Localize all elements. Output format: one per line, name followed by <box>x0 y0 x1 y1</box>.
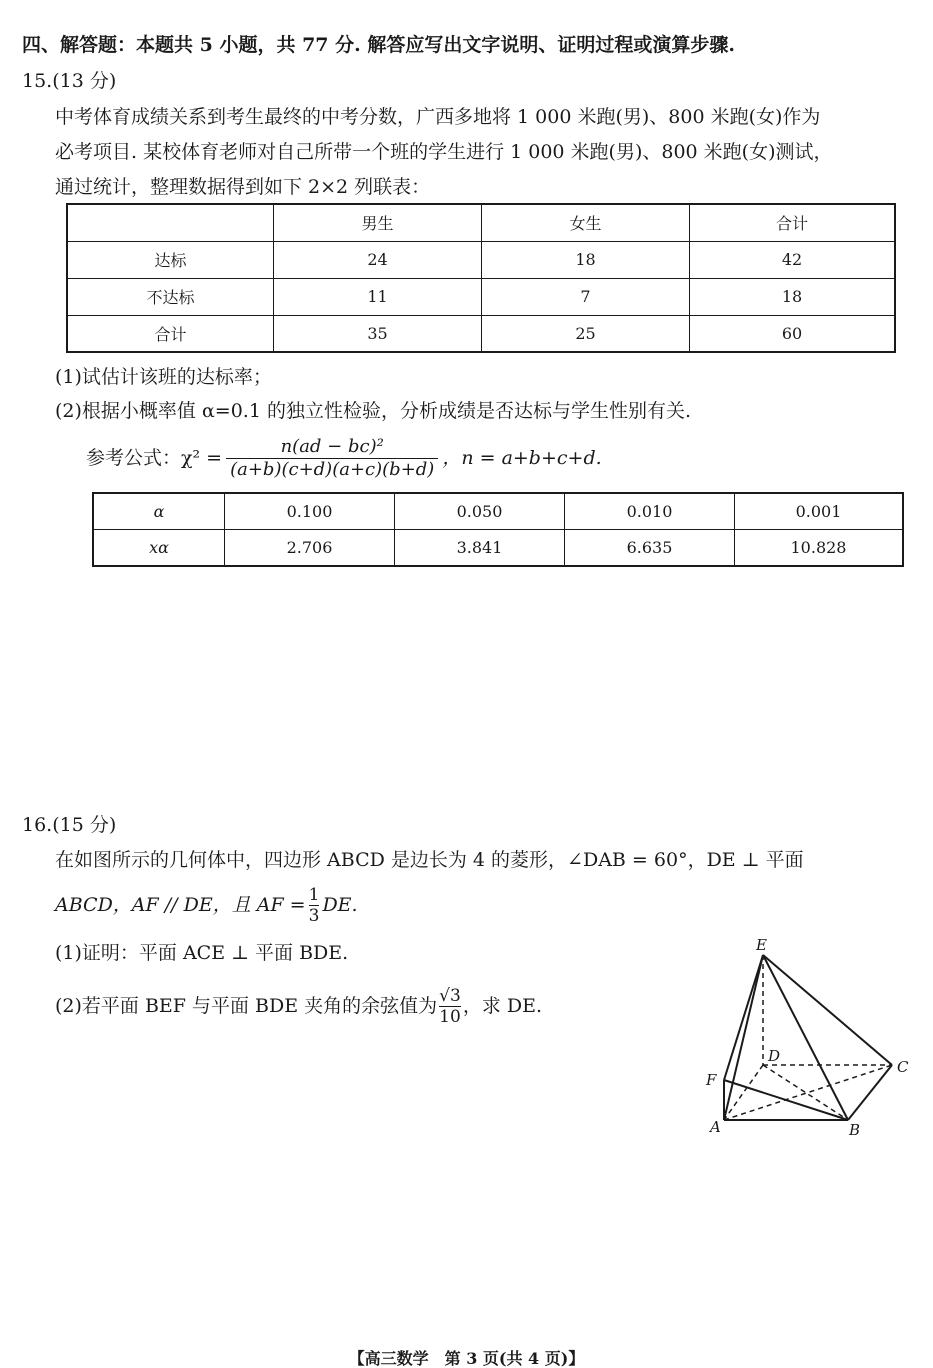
q16-score: (15 分) <box>52 814 117 836</box>
q16-line2-end: DE. <box>322 894 358 916</box>
formula-denominator: (a+b)(c+d)(a+c)(b+d) <box>226 458 438 481</box>
one-third-fraction <box>309 885 320 926</box>
q15-text-line2: 必考项目. 某校体育老师对自己所带一个班的学生进行 1 000 米跑(男)、800 米跑(女)测试， <box>55 141 833 163</box>
q15-score: (13 分) <box>52 70 117 92</box>
table-cell: 25 <box>482 315 690 352</box>
q16-number: 16. <box>22 814 53 836</box>
page-footer: 【高三数学 第 3 页(共 4 页)】 <box>348 1349 585 1368</box>
contingency-header-cell: 男生 <box>274 204 482 241</box>
table-cell: α <box>93 493 225 529</box>
q16-text-line1: 在如图所示的几何体中，四边形 ABCD 是边长为 4 的菱形，∠DAB = 60°，DE ⊥ 平面 <box>55 849 804 871</box>
fraction-numerator: 1 <box>308 884 320 905</box>
table-cell: 18 <box>482 241 690 278</box>
table-row <box>67 241 895 278</box>
q15-part2: (2)根据小概率值 α=0.1 的独立性检验，分析成绩是否达标与学生性别有关. <box>55 400 692 422</box>
table-row <box>67 278 895 315</box>
table-cell: 合计 <box>67 315 274 352</box>
reference-formula <box>86 432 602 484</box>
table-cell: 0.100 <box>225 493 395 529</box>
q16-text-line2 <box>55 882 358 928</box>
contingency-header-row <box>67 204 895 241</box>
fraction-numerator: √3 <box>439 985 461 1006</box>
table-cell: 6.635 <box>565 529 735 566</box>
q15-number: 15. <box>22 70 53 92</box>
table-cell: 达标 <box>67 241 274 278</box>
table-cell: 0.001 <box>735 493 904 529</box>
table-cell: 35 <box>274 315 482 352</box>
formula-tail: ，n = a+b+c+d. <box>442 447 602 469</box>
edge-BC <box>848 1065 892 1120</box>
table-row <box>93 493 903 529</box>
label-E: E <box>756 936 767 954</box>
table-row <box>67 315 895 352</box>
contingency-header-cell: 合计 <box>690 204 896 241</box>
edge-FE <box>724 955 763 1080</box>
solid-edges <box>724 955 892 1120</box>
fraction-denominator: 10 <box>439 1006 461 1027</box>
table-cell: xα <box>93 529 225 566</box>
contingency-table <box>66 203 896 353</box>
table-row <box>93 529 903 566</box>
table-cell: 2.706 <box>225 529 395 566</box>
q15-part1: (1)试估计该班的达标率； <box>55 366 272 388</box>
label-C: C <box>897 1058 909 1076</box>
q16-part2 <box>55 982 542 1030</box>
edge-EA <box>724 955 763 1120</box>
q15-text-line1: 中考体育成绩关系到考生最终的中考分数，广西多地将 1 000 米跑(男)、800 米跑(女)作为 <box>55 106 821 128</box>
table-cell: 10.828 <box>735 529 904 566</box>
section-header: 四、解答题：本题共 5 小题，共 77 分. 解答应写出文字说明、证明过程或演算步骤. <box>22 34 735 56</box>
label-B: B <box>849 1121 861 1139</box>
edge-EC <box>763 955 892 1065</box>
q16-part2-end: ，求 DE. <box>462 995 542 1017</box>
table-cell: 不达标 <box>67 278 274 315</box>
table-cell: 7 <box>482 278 690 315</box>
label-D: D <box>768 1047 781 1065</box>
vertex-labels <box>705 936 909 1139</box>
contingency-header-cell <box>67 204 274 241</box>
cosine-fraction <box>439 986 461 1027</box>
q16-line2-start: ABCD，AF // DE，且 AF = <box>55 894 306 916</box>
q16-heading <box>22 812 116 838</box>
formula-numerator: n(ad − bc)² <box>280 435 384 457</box>
table-cell: 42 <box>690 241 896 278</box>
table-cell: 0.050 <box>395 493 565 529</box>
edge-DB <box>763 1065 848 1120</box>
critical-value-table <box>92 492 904 567</box>
formula-label: 参考公式：χ² = <box>86 447 223 469</box>
contingency-header-cell: 女生 <box>482 204 690 241</box>
edge-EB <box>763 955 848 1120</box>
label-F: F <box>706 1071 717 1089</box>
table-cell: 11 <box>274 278 482 315</box>
q15-heading <box>22 68 116 94</box>
table-cell: 18 <box>690 278 896 315</box>
edge-AC <box>724 1065 892 1120</box>
table-cell: 3.841 <box>395 529 565 566</box>
q16-part2-start: (2)若平面 BEF 与平面 BDE 夹角的余弦值为 <box>55 995 438 1017</box>
q16-part1: (1)证明：平面 ACE ⊥ 平面 BDE. <box>55 942 349 964</box>
fraction-denominator: 3 <box>308 905 320 926</box>
geometry-figure <box>690 930 920 1140</box>
formula-fraction <box>226 436 438 481</box>
table-cell: 24 <box>274 241 482 278</box>
table-cell: 60 <box>690 315 896 352</box>
q15-text-line3: 通过统计，整理数据得到如下 2×2 列联表： <box>55 176 431 198</box>
table-cell: 0.010 <box>565 493 735 529</box>
label-A: A <box>710 1118 721 1136</box>
